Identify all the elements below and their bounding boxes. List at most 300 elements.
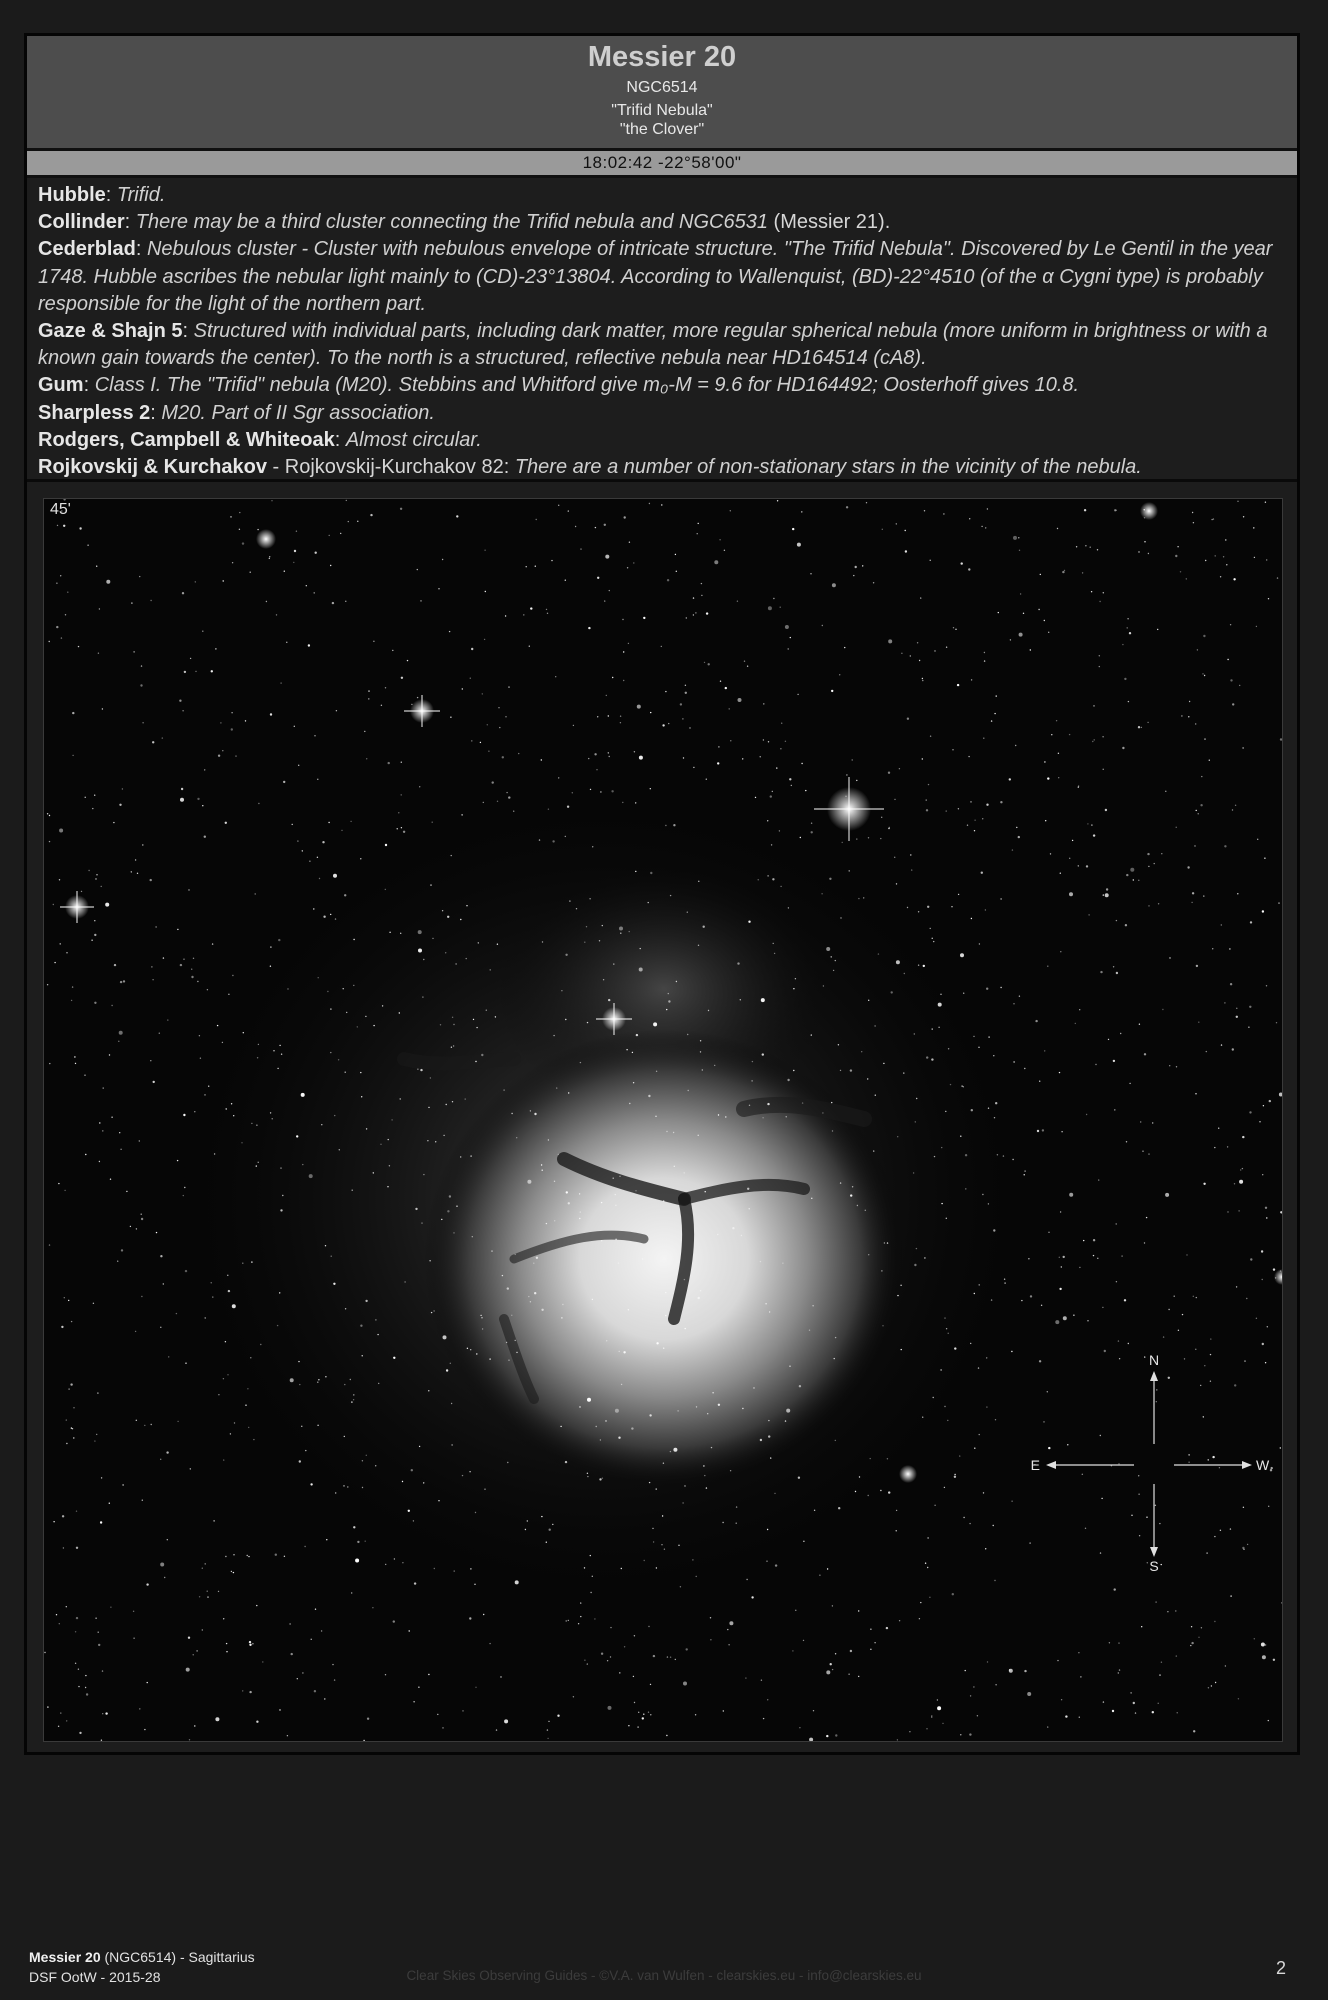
description-source: Hubble — [38, 184, 106, 206]
star — [133, 651, 134, 652]
star — [542, 941, 543, 942]
field-scale-label: 45' — [50, 501, 71, 518]
star — [742, 758, 743, 759]
star — [197, 981, 198, 982]
star — [212, 943, 213, 944]
star — [232, 975, 233, 976]
star — [470, 678, 471, 679]
star — [279, 1045, 280, 1046]
star — [635, 1190, 636, 1191]
star — [858, 1610, 859, 1611]
star — [185, 1270, 187, 1272]
star — [649, 503, 650, 504]
star — [511, 1315, 512, 1316]
star — [693, 597, 694, 598]
star — [606, 1340, 607, 1341]
star — [604, 600, 605, 601]
object-alias-2: "the Clover" — [619, 121, 705, 138]
star — [673, 1448, 677, 1452]
star — [942, 1723, 943, 1724]
star — [1210, 1381, 1211, 1382]
star — [768, 741, 769, 742]
star — [435, 1141, 436, 1142]
star — [674, 1166, 675, 1167]
star — [271, 500, 272, 501]
star — [963, 1517, 964, 1518]
star — [1019, 633, 1023, 637]
star — [279, 1709, 280, 1710]
star — [568, 1620, 569, 1621]
star — [215, 1717, 219, 1721]
star — [488, 751, 489, 752]
star — [667, 579, 669, 581]
star — [1102, 736, 1103, 737]
star — [1190, 1645, 1191, 1646]
star — [846, 774, 847, 775]
star — [801, 511, 802, 512]
star — [232, 1304, 236, 1308]
description-entry — [38, 209, 1288, 236]
star — [587, 1398, 591, 1402]
star — [338, 1059, 339, 1060]
star — [446, 1369, 448, 1371]
star — [946, 647, 947, 648]
star — [99, 608, 100, 609]
star — [93, 1303, 94, 1304]
star — [180, 798, 184, 802]
star — [922, 758, 923, 759]
star — [403, 831, 405, 833]
star — [287, 1735, 288, 1736]
star — [969, 1523, 970, 1524]
star — [1078, 865, 1079, 866]
star — [133, 1638, 134, 1639]
star — [220, 722, 221, 723]
star — [231, 1571, 232, 1572]
star — [225, 1341, 226, 1342]
star — [718, 1404, 720, 1406]
star — [334, 1679, 335, 1680]
description-source: Collinder — [38, 211, 125, 234]
star — [961, 562, 963, 564]
star — [66, 1606, 67, 1607]
star — [547, 1729, 548, 1730]
footer-object-name: Messier 20 — [29, 1949, 101, 1965]
star — [600, 1439, 601, 1440]
star — [811, 1034, 812, 1035]
star — [511, 1113, 512, 1114]
star — [166, 1451, 168, 1453]
star — [584, 1660, 585, 1661]
star — [927, 1537, 928, 1538]
star — [762, 1117, 763, 1118]
star — [934, 1156, 935, 1157]
star — [831, 690, 833, 692]
star — [1186, 1254, 1187, 1255]
star — [620, 722, 621, 723]
description-source: Rodgers, Campbell & Whiteoak — [38, 428, 335, 451]
star — [618, 1437, 620, 1439]
star — [135, 859, 136, 860]
star — [629, 931, 630, 932]
description-source: Cederblad — [38, 238, 136, 261]
star — [1265, 1207, 1267, 1209]
star — [249, 1691, 251, 1693]
star — [1113, 1060, 1115, 1062]
star — [460, 1156, 461, 1157]
star — [329, 535, 330, 536]
star — [126, 1191, 127, 1192]
star — [438, 588, 439, 589]
object-designation: NGC6514 — [626, 79, 698, 96]
star — [481, 1054, 483, 1056]
star — [580, 1062, 581, 1063]
star — [385, 1674, 386, 1675]
star — [987, 1661, 988, 1662]
star — [1215, 555, 1216, 556]
star — [1019, 996, 1020, 997]
star — [849, 870, 850, 871]
star — [541, 1309, 543, 1311]
star — [590, 1555, 591, 1556]
star — [1176, 1066, 1177, 1067]
star — [569, 900, 570, 901]
star — [445, 952, 446, 953]
star — [317, 857, 318, 858]
star — [922, 678, 923, 679]
star — [286, 642, 287, 643]
star — [1023, 613, 1024, 614]
star — [612, 677, 613, 678]
star — [944, 1406, 945, 1407]
star — [548, 809, 549, 810]
star — [840, 1070, 841, 1071]
star — [592, 1576, 593, 1577]
star — [461, 814, 462, 815]
star — [1263, 1105, 1264, 1106]
star — [832, 1130, 833, 1131]
star — [673, 1132, 674, 1133]
star — [1044, 761, 1045, 762]
star — [786, 1409, 790, 1413]
star — [366, 1128, 367, 1129]
star — [961, 1085, 962, 1086]
star — [1048, 1232, 1049, 1233]
star — [831, 956, 832, 957]
star — [177, 1421, 178, 1422]
star — [1044, 620, 1045, 621]
star — [580, 548, 581, 549]
star — [402, 1481, 403, 1482]
star — [710, 1617, 711, 1618]
star — [505, 615, 506, 616]
star — [587, 1473, 588, 1474]
star — [933, 941, 934, 942]
star — [72, 755, 73, 756]
star — [92, 808, 93, 809]
star — [584, 1567, 585, 1568]
star — [315, 1609, 316, 1610]
star — [103, 1087, 104, 1088]
star — [190, 658, 191, 659]
star — [345, 1308, 346, 1309]
star — [506, 1342, 507, 1343]
star — [568, 510, 569, 511]
star — [111, 1005, 112, 1006]
star — [234, 1422, 235, 1423]
star — [554, 1181, 555, 1182]
star — [272, 1118, 273, 1119]
star — [335, 918, 336, 919]
star — [822, 1112, 823, 1113]
star — [1141, 1626, 1142, 1627]
star — [231, 1103, 232, 1104]
star — [95, 1618, 96, 1619]
star — [176, 1313, 177, 1314]
star — [71, 1427, 72, 1428]
star — [1041, 1305, 1042, 1306]
star — [476, 1027, 477, 1028]
star — [753, 1387, 754, 1388]
star — [456, 1206, 457, 1207]
star — [141, 1296, 142, 1297]
star — [1130, 868, 1134, 872]
star — [1103, 894, 1104, 895]
star — [1069, 892, 1073, 896]
star — [450, 1363, 451, 1364]
star — [1197, 649, 1198, 650]
star — [987, 508, 988, 509]
star — [1224, 1002, 1225, 1003]
star — [670, 895, 671, 896]
star — [373, 1172, 374, 1173]
star — [1248, 1027, 1249, 1028]
star — [763, 739, 764, 740]
star — [700, 1290, 701, 1291]
star — [587, 1476, 588, 1477]
star — [798, 1477, 800, 1479]
star — [580, 1602, 581, 1603]
star — [974, 1293, 975, 1294]
star — [983, 1492, 984, 1493]
star — [985, 527, 986, 528]
star — [968, 568, 970, 570]
star — [611, 790, 613, 792]
star — [673, 824, 675, 826]
star — [47, 984, 48, 985]
star — [407, 660, 408, 661]
star — [971, 679, 972, 680]
star — [131, 871, 132, 872]
star — [970, 1343, 971, 1344]
star — [1270, 1469, 1272, 1471]
star — [199, 1596, 200, 1597]
star — [1024, 1170, 1025, 1171]
star — [438, 1500, 439, 1501]
star — [378, 1383, 379, 1384]
star — [567, 806, 569, 808]
star — [748, 921, 750, 923]
star — [768, 606, 772, 610]
star — [623, 651, 624, 652]
star — [1147, 1562, 1148, 1563]
star — [322, 841, 324, 843]
star — [360, 1072, 361, 1073]
star — [1121, 1255, 1122, 1256]
star — [926, 1728, 927, 1729]
star — [546, 1542, 547, 1543]
star — [1069, 858, 1070, 859]
star — [194, 1725, 195, 1726]
star — [1214, 1147, 1215, 1148]
star — [620, 716, 621, 717]
star — [156, 1232, 157, 1233]
description-prefix: Rojkovskij-Kurchakov 82: — [284, 456, 515, 479]
star — [615, 1409, 619, 1413]
star — [249, 1641, 251, 1643]
star — [353, 939, 354, 940]
star — [348, 521, 349, 522]
star — [730, 510, 731, 511]
star — [979, 1284, 980, 1285]
star — [1060, 1211, 1061, 1212]
star — [142, 1500, 143, 1501]
star — [639, 968, 643, 972]
star — [364, 731, 365, 732]
star — [880, 1490, 881, 1491]
star — [177, 1160, 178, 1161]
star — [676, 981, 677, 982]
star — [881, 1270, 882, 1271]
star — [179, 700, 181, 702]
star — [761, 998, 765, 1002]
star — [656, 1488, 657, 1489]
star — [675, 1659, 676, 1660]
star — [453, 1024, 454, 1025]
star — [1243, 516, 1244, 517]
star — [954, 1474, 955, 1475]
star — [314, 592, 315, 593]
star — [159, 1033, 160, 1034]
star — [155, 926, 156, 927]
description-text: Nebulous cluster - Cluster with nebulous envelope of intricate structure. "The Trifid Nebula". Discovered by Le Gentil in the year 1748. Hubble ascribes the nebular light mainly to (CD)-23°13804. According to Wallenquist, (BD)-22°4510 (of the α Cygni type) is probably responsible for the light of the northern part. — [38, 238, 1273, 315]
star — [773, 598, 774, 599]
star — [1268, 1720, 1269, 1721]
star — [710, 1639, 711, 1640]
star — [1047, 1391, 1048, 1392]
star — [507, 1287, 509, 1289]
star — [833, 970, 834, 971]
star — [596, 769, 597, 770]
star — [1109, 1642, 1110, 1643]
star — [882, 529, 883, 530]
star — [361, 1096, 362, 1097]
star — [882, 1325, 883, 1326]
star — [465, 1098, 466, 1099]
star — [400, 508, 402, 510]
star — [868, 837, 869, 838]
star — [357, 521, 358, 522]
nebula-photograph — [43, 498, 1283, 1742]
star — [485, 591, 486, 592]
star — [429, 1260, 430, 1261]
star — [974, 1448, 975, 1449]
star — [423, 1482, 424, 1483]
star — [250, 572, 251, 573]
star — [1057, 528, 1058, 529]
star — [1146, 1217, 1147, 1218]
star — [891, 991, 893, 993]
star — [1177, 1712, 1178, 1713]
star — [965, 1154, 967, 1156]
star — [668, 1000, 670, 1002]
star — [698, 1135, 699, 1136]
star — [117, 1261, 118, 1262]
star — [475, 1687, 476, 1688]
star — [1230, 1595, 1231, 1596]
star — [1148, 905, 1149, 906]
star — [868, 1495, 869, 1496]
star — [1013, 1003, 1014, 1004]
star — [856, 838, 857, 839]
star — [896, 523, 897, 524]
star — [222, 1042, 223, 1043]
star — [1122, 644, 1123, 645]
star — [596, 1426, 597, 1427]
star — [904, 973, 905, 974]
star — [634, 1702, 635, 1703]
star — [768, 1435, 770, 1437]
star — [937, 1706, 941, 1710]
star — [1237, 501, 1238, 502]
star — [629, 1103, 630, 1104]
star — [1065, 1715, 1067, 1717]
star — [994, 1117, 995, 1118]
star — [86, 1693, 88, 1695]
star — [1268, 1506, 1269, 1507]
star — [684, 1172, 685, 1173]
star — [1043, 1421, 1044, 1422]
star — [910, 655, 911, 656]
star — [1047, 777, 1049, 779]
star — [74, 1056, 75, 1057]
star — [1227, 659, 1228, 660]
star — [886, 1627, 888, 1629]
star — [141, 1214, 142, 1215]
star — [823, 985, 824, 986]
star — [861, 1051, 862, 1052]
star — [451, 855, 452, 856]
star — [608, 715, 609, 716]
star — [401, 677, 403, 679]
star — [225, 1556, 226, 1557]
star — [191, 969, 192, 970]
star — [541, 1164, 542, 1165]
star — [686, 617, 687, 618]
star — [594, 753, 596, 755]
star — [927, 906, 929, 908]
star — [631, 1427, 633, 1429]
star — [981, 526, 982, 527]
star — [323, 916, 325, 918]
star — [530, 1301, 531, 1302]
star — [1148, 1153, 1149, 1154]
star — [66, 952, 67, 953]
star — [590, 1592, 591, 1593]
star — [205, 1317, 206, 1318]
star — [655, 1116, 656, 1117]
star — [78, 646, 79, 647]
